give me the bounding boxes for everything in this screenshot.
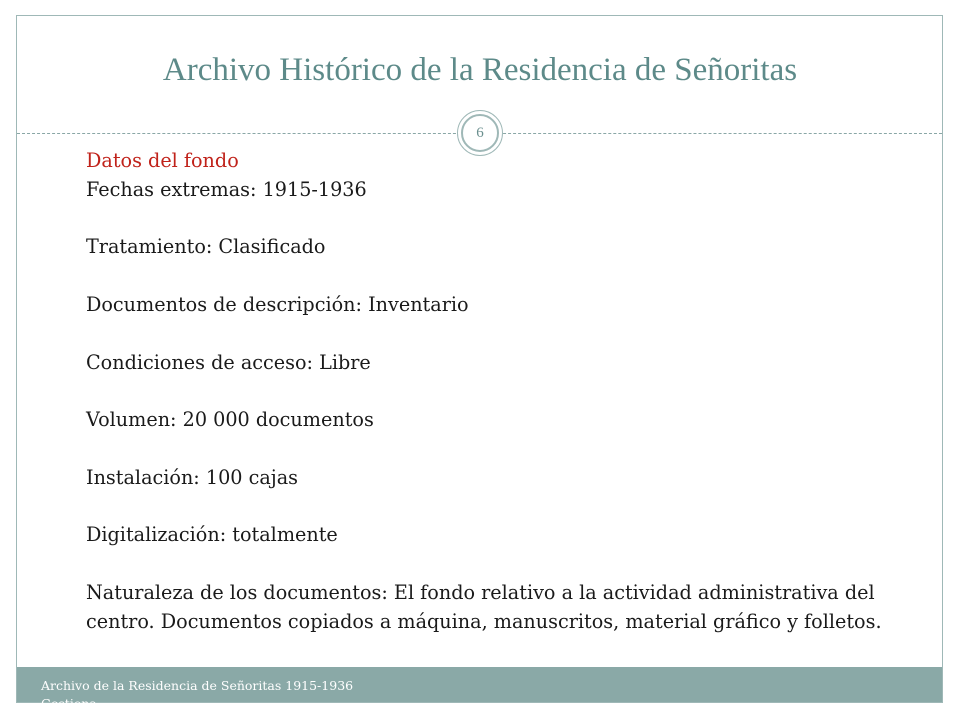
dates-line: Fechas extremas: 1915-1936 [86,177,367,201]
nature-paragraph: Naturaleza de los documentos: El fondo relativo a la actividad administrativa del centro. Documentos copiados a máquina, manuscritos, material gráfico y folletos. [86,580,882,633]
footer-text [41,677,353,713]
spacer [86,262,916,291]
section-heading: Datos del fondo [86,149,239,172]
spacer [86,550,916,579]
footer-bar [17,667,942,711]
spacer [86,377,916,406]
slide-body [86,147,916,637]
footer-line-1: Archivo de la Residencia de Señoritas 1915-1936 [41,678,354,693]
volume-line: Volumen: 20 000 documentos [86,408,374,432]
footer-line-2: Gestiona... [41,696,109,711]
spacer [86,320,916,349]
spacer [86,493,916,522]
page-number: 6 [461,114,499,152]
access-line: Condiciones de acceso: Libre [86,350,371,374]
digitization-line: Digitalización: totalmente [86,523,338,547]
treatment-line: Tratamiento: Clasificado [86,235,326,259]
slide-title: Archivo Histórico de la Residencia de Señoritas [162,52,798,88]
spacer [86,435,916,464]
spacer [86,205,916,234]
installation-line: Instalación: 100 cajas [86,465,299,489]
description-docs-line: Documentos de descripción: Inventario [86,292,469,316]
